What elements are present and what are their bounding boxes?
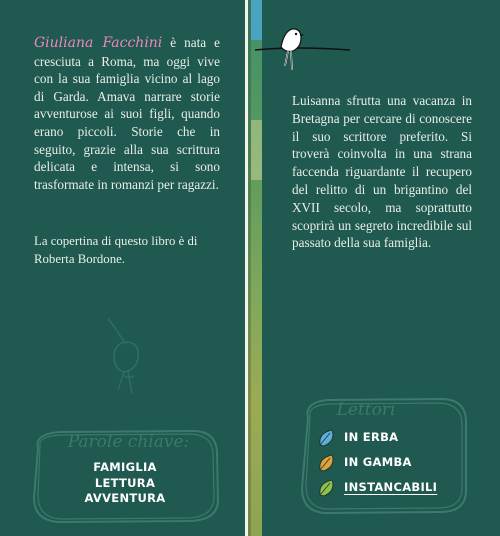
author-bio xyxy=(34,34,220,193)
reader-level-in-erba: IN ERBA xyxy=(344,430,399,444)
leaf-green-icon xyxy=(316,477,338,499)
author-bio-text: è nata e cresciuta a Roma, ma oggi vive con la sua famiglia vicino al lago di Garda. Amava narrare storie avventurose ai suoi figli, quando erano piccoli. Storie che in seguito, grazie alla sua scrittura delicata e intensa, si sono trasformate in romanzi per ragazzi. xyxy=(34,35,221,192)
author-name: Giuliana Facchini xyxy=(34,35,163,51)
cover-credit: La copertina di questo libro è di Roberta Bordone. xyxy=(34,234,198,266)
keyword-item: FAMIGLIA xyxy=(93,460,157,474)
keywords-title: Parole chiave: xyxy=(67,432,190,452)
keyword-item: AVVENTURA xyxy=(84,491,166,505)
reader-level-instancabili: INSTANCABILI xyxy=(344,480,438,494)
leaf-orange-icon xyxy=(316,452,338,474)
reader-level-in-gamba: IN GAMBA xyxy=(344,455,412,469)
readers-title: Lettori xyxy=(336,400,396,420)
bird-outline-icon xyxy=(98,318,158,408)
keywords-list xyxy=(60,460,190,507)
spine-shadow xyxy=(248,0,251,536)
keyword-item: LETTURA xyxy=(94,475,156,490)
spine-light-strip xyxy=(251,120,262,180)
bird-on-wire-icon xyxy=(255,20,355,80)
leaf-blue-icon xyxy=(316,427,338,449)
book-synopsis: Luisanna sfrutta una vacanza in Bretagna per cercare di conoscere il suo scrittore preferito. Si troverà coinvolta in una strana faccenda riguardante il recupero del relitto di un brigantino del XVII secolo, ma soprattutto scoprirà un segreto incredibile sul passato della sua famiglia. xyxy=(292,93,472,251)
